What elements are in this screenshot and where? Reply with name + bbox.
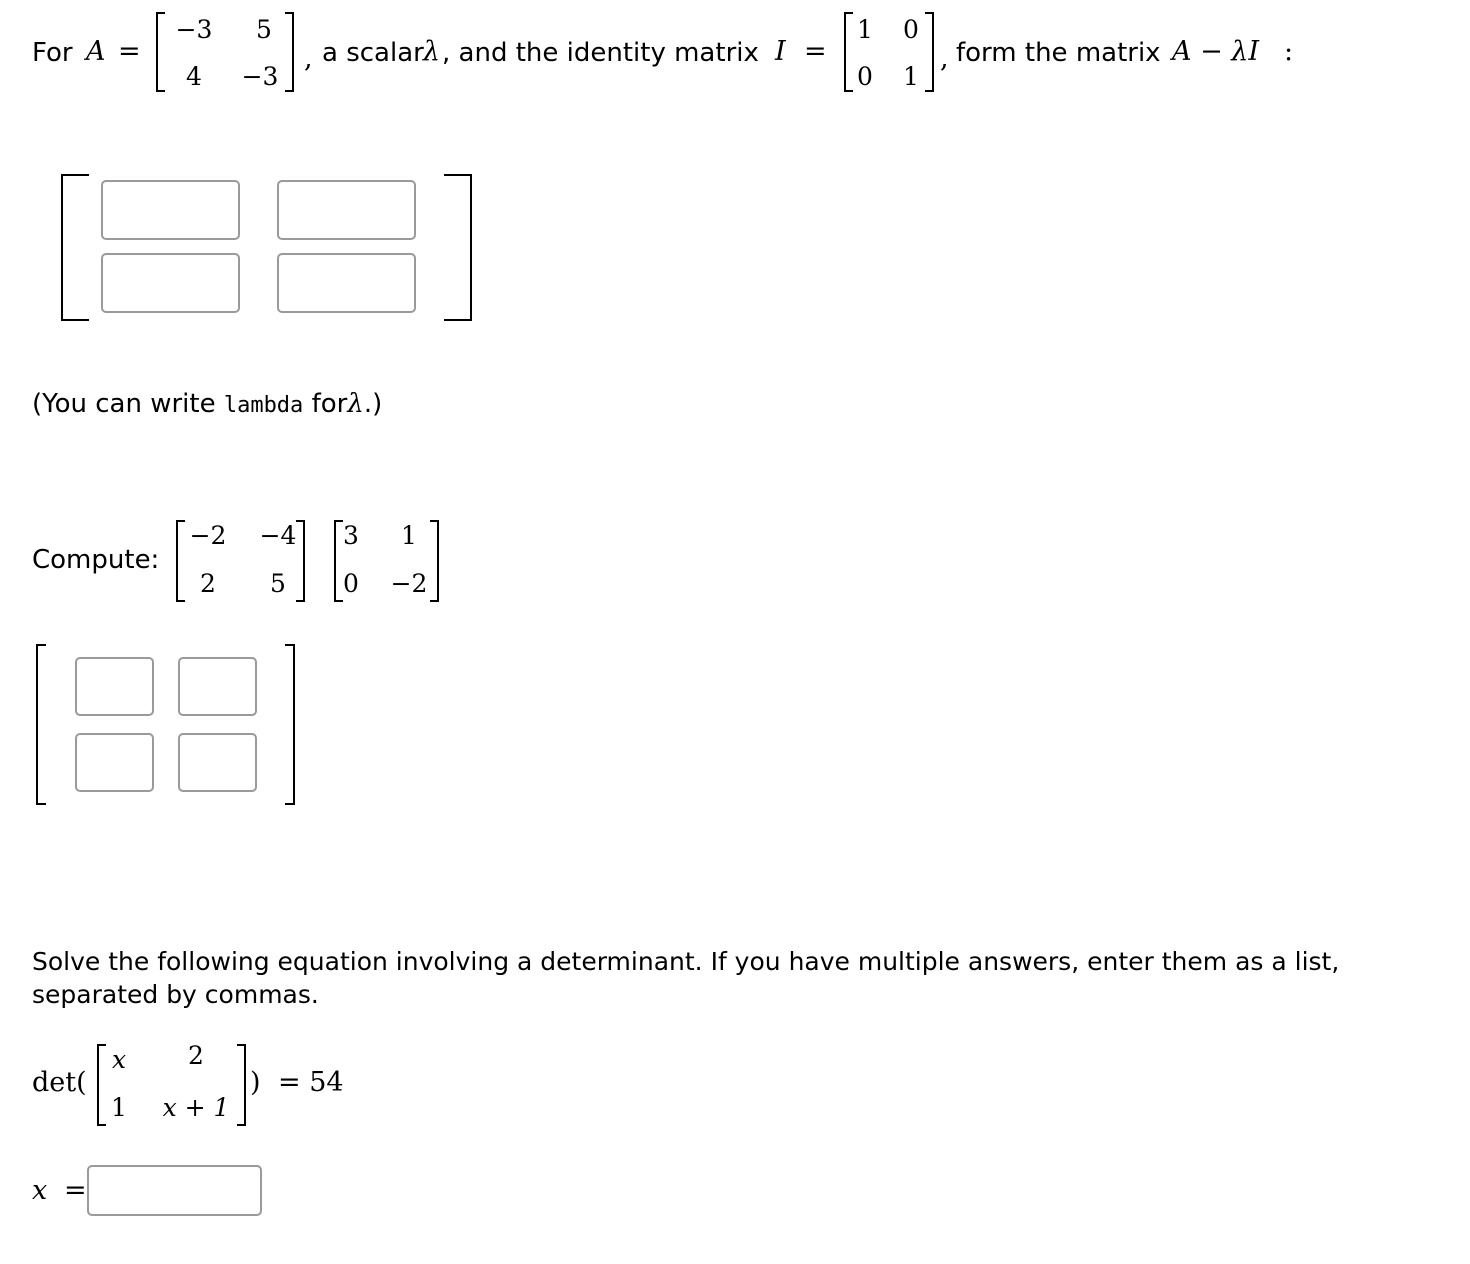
comma: ,	[940, 43, 949, 74]
form-matrix-text: form the matrix	[956, 38, 1161, 68]
matrix-a-cell: −3	[175, 15, 213, 44]
determinant-matrix-right-bracket	[237, 1044, 246, 1126]
determinant-matrix-cell: 1	[111, 1093, 127, 1122]
answer-1-row1-col2-input[interactable]	[277, 180, 416, 240]
answer-2-row2-col1-input[interactable]	[75, 733, 154, 792]
hint-open: (You can write	[32, 389, 216, 419]
answer-2-row1-col1-input[interactable]	[75, 657, 154, 716]
answer-x-label: x	[32, 1175, 48, 1206]
determinant-matrix-cell: x + 1	[162, 1093, 230, 1122]
determinant-rhs: = 54	[278, 1067, 344, 1098]
compute-right-matrix-cell: 3	[343, 521, 359, 550]
hint-close: .)	[363, 389, 383, 419]
matrix-i-cell: 0	[857, 62, 873, 91]
lambda-hint	[32, 389, 382, 421]
hint-for: for	[311, 389, 348, 419]
matrix-a-cell: 4	[186, 62, 202, 91]
identity-symbol: I	[775, 36, 786, 67]
answer-2-row1-col2-input[interactable]	[178, 657, 257, 716]
answer-1-row2-col1-input[interactable]	[101, 253, 240, 313]
compute-right-matrix-cell: 1	[401, 521, 417, 550]
answer-matrix-1-right-bracket	[444, 174, 472, 321]
lambda-symbol: λ	[347, 389, 364, 419]
matrix-a-left-bracket	[156, 12, 165, 92]
matrix-a-cell: −3	[241, 62, 279, 91]
problem-1-prefix: For	[32, 38, 73, 68]
equals-sign: =	[118, 36, 141, 67]
determinant-matrix-left-bracket	[97, 1044, 106, 1126]
answer-matrix-1-left-bracket	[61, 174, 89, 321]
lambda-symbol: λ	[423, 36, 441, 67]
determinant-matrix-cell: x	[111, 1045, 127, 1074]
instructions-line-1: Solve the following equation involving a determinant. If you have multiple answers, enter them as a list,	[32, 947, 1340, 976]
answer-2-row2-col2-input[interactable]	[178, 733, 257, 792]
compute-label: Compute:	[32, 545, 160, 575]
matrix-a-symbol: A	[86, 36, 106, 67]
compute-left-matrix-cell: 5	[270, 569, 286, 598]
det-label: det(	[32, 1067, 87, 1098]
colon: :	[1284, 36, 1294, 67]
determinant-instructions	[32, 945, 1339, 1011]
compute-right-matrix-cell: 0	[343, 569, 359, 598]
matrix-i-cell: 1	[903, 62, 919, 91]
matrix-i-cell: 0	[903, 15, 919, 44]
matrix-i-cell: 1	[857, 15, 873, 44]
det-close-paren: )	[250, 1067, 261, 1098]
matrix-i-right-bracket	[925, 12, 934, 92]
compute-left-matrix-cell: −4	[259, 521, 297, 550]
hint-code: lambda	[223, 393, 304, 418]
matrix-a-cell: 5	[256, 15, 272, 44]
expression-a-minus-lambda-i: A − λI	[1172, 36, 1260, 67]
compute-left-matrix-cell: −2	[189, 521, 227, 550]
answer-matrix-2-left-bracket	[36, 644, 46, 805]
answer-equals: =	[64, 1175, 87, 1206]
answer-matrix-2-right-bracket	[285, 644, 295, 805]
compute-left-matrix-cell: 2	[200, 569, 216, 598]
instructions-line-2: separated by commas.	[32, 980, 319, 1009]
answer-x-input[interactable]	[87, 1165, 262, 1216]
answer-1-row1-col1-input[interactable]	[101, 180, 240, 240]
compute-right-matrix-cell: −2	[390, 569, 428, 598]
scalar-text: a scalar	[322, 38, 424, 68]
determinant-matrix-cell: 2	[188, 1041, 204, 1070]
equals-sign: =	[804, 36, 827, 67]
identity-text: , and the identity matrix	[442, 38, 759, 68]
comma: ,	[304, 43, 313, 74]
answer-1-row2-col2-input[interactable]	[277, 253, 416, 313]
